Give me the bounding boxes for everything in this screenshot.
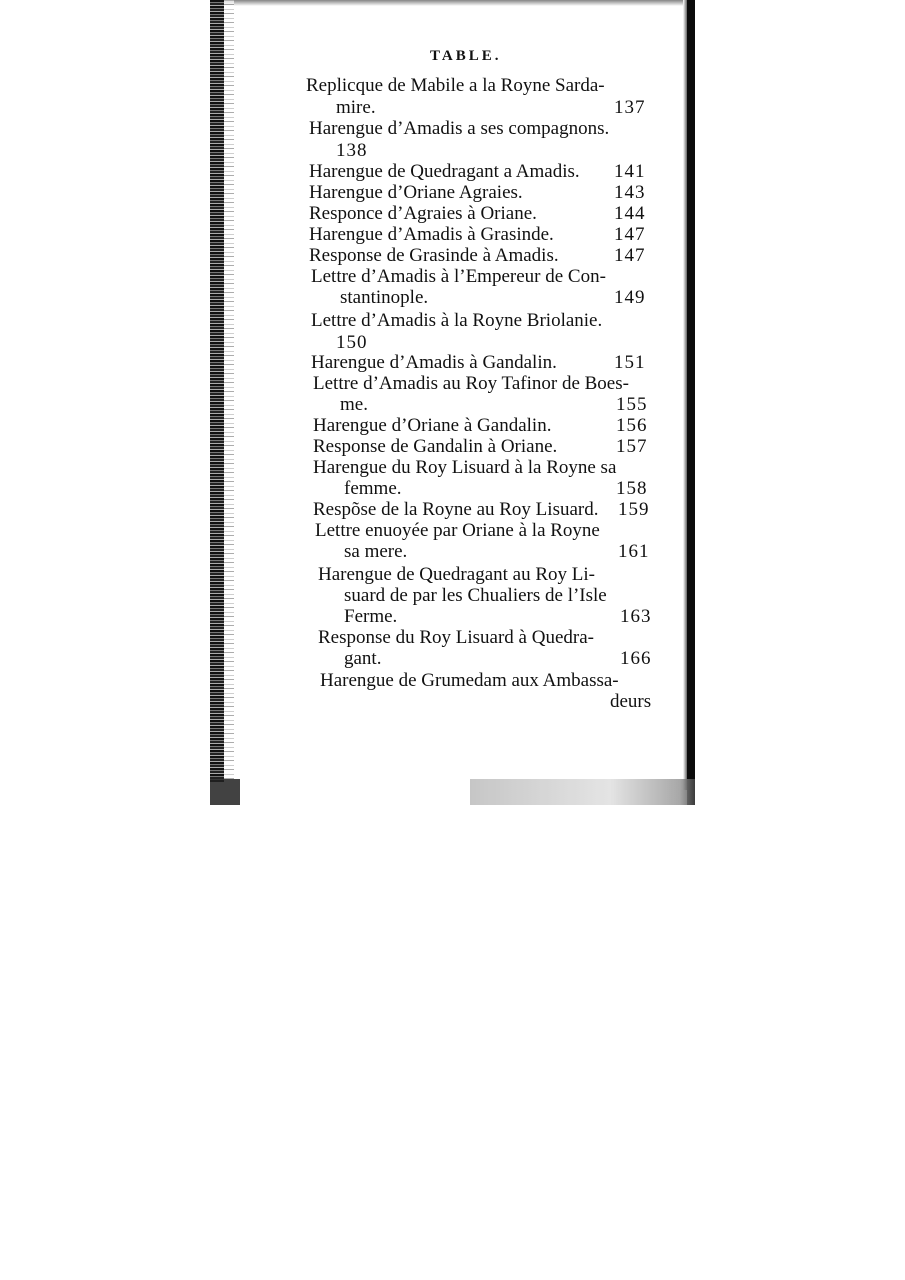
toc-entry-continuation: stantinople. xyxy=(340,287,429,308)
toc-page-number: 150 xyxy=(336,332,368,353)
toc-entry-text: Harengue du Roy Lisuard à la Royne sa xyxy=(313,457,617,478)
running-head: TABLE. xyxy=(430,48,502,64)
toc-entry-text: Responce d’Agraies à Oriane. xyxy=(309,203,537,224)
toc-page-number: 138 xyxy=(336,140,368,161)
toc-page-number: 159 xyxy=(618,499,650,520)
toc-page-number: 155 xyxy=(616,394,648,415)
toc-page-number: 151 xyxy=(614,352,646,373)
toc-entry-text: Harengue de Grumedam aux Ambassa- xyxy=(320,670,619,691)
toc-entry-continuation: gant. xyxy=(344,648,382,669)
toc-entry-text: Harengue d’Amadis a ses compagnons. xyxy=(309,118,610,139)
toc-page-number: 161 xyxy=(618,541,650,562)
toc-page-number: 156 xyxy=(616,415,648,436)
toc-page-number: 157 xyxy=(616,436,648,457)
toc-page-number: 141 xyxy=(614,161,646,182)
toc-entry-text: Harengue d’Amadis à Gandalin. xyxy=(311,352,557,373)
toc-entry-continuation: Ferme. xyxy=(344,606,398,627)
toc-entry-continuation: sa mere. xyxy=(344,541,408,562)
toc-entry-text: Replicque de Mabile a la Royne Sarda- xyxy=(306,75,605,96)
toc-entry-continuation: suard de par les Chualiers de l’Isle xyxy=(344,585,607,606)
toc-entry-text: Harengue de Quedragant au Roy Li- xyxy=(318,564,595,585)
toc-page-number: 149 xyxy=(614,287,646,308)
toc-entry-continuation: mire. xyxy=(336,97,376,118)
toc-page-number: 166 xyxy=(620,648,652,669)
toc-entry-text: Lettre enuoyée par Oriane à la Royne xyxy=(315,520,600,541)
toc-entry-catchword: deurs xyxy=(610,691,652,712)
toc-page-number: 158 xyxy=(616,478,648,499)
toc-entry-text: Harengue d’Oriane à Gandalin. xyxy=(313,415,552,436)
toc-entry-text: Lettre d’Amadis à la Royne Briolanie. xyxy=(311,310,603,331)
toc-entry-text: Harengue d’Amadis à Grasinde. xyxy=(309,224,554,245)
toc-entry-text: Harengue de Quedragant a Amadis. xyxy=(309,161,580,182)
toc-entry-text: Response du Roy Lisuard à Quedra- xyxy=(318,627,594,648)
toc-entry-text: Harengue d’Oriane Agraies. xyxy=(309,182,523,203)
toc-page-number: 163 xyxy=(620,606,652,627)
toc-entry-text: Response de Gandalin à Oriane. xyxy=(313,436,558,457)
toc-page-number: 137 xyxy=(614,97,646,118)
toc-entry-text: Lettre d’Amadis à l’Empereur de Con- xyxy=(311,266,606,287)
toc-entry-continuation: me. xyxy=(340,394,368,415)
toc-page-number: 147 xyxy=(614,245,646,266)
toc-entry-text: Responsе de Grasinde à Amadis. xyxy=(309,245,559,266)
toc-page-number: 144 xyxy=(614,203,646,224)
toc-page-number: 147 xyxy=(614,224,646,245)
toc-page-number: 143 xyxy=(614,182,646,203)
toc-entry-text: Lettre d’Amadis au Roy Tafinor de Boes- xyxy=(313,373,629,394)
toc-entry-text: Respõse de la Royne au Roy Lisuard. xyxy=(313,499,599,520)
toc-entry-continuation: femme. xyxy=(344,478,402,499)
